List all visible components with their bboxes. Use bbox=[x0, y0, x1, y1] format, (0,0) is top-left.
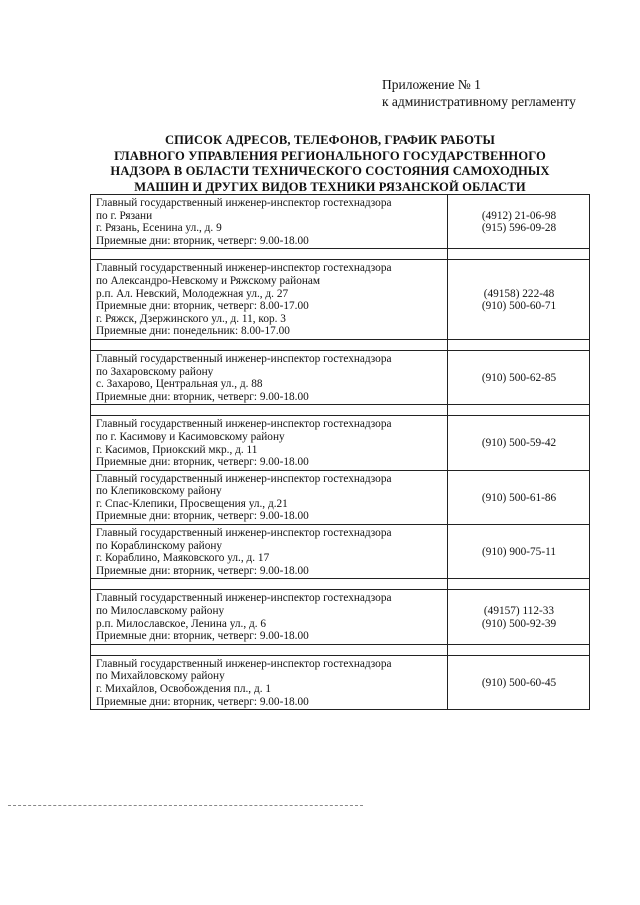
footer-rule bbox=[8, 805, 363, 806]
office-info-line: по Клепиковскому району bbox=[96, 485, 222, 498]
office-info-line: г. Касимов, Приокский мкр., д. 11 bbox=[96, 443, 258, 456]
spacer-cell bbox=[448, 405, 590, 416]
office-info-line: Приемные дни: вторник, четверг: 9.00-18.00 bbox=[96, 564, 309, 577]
office-info-line: Главный государственный инженер-инспектор гостехнадзора bbox=[96, 592, 392, 605]
spacer-cell bbox=[91, 579, 448, 590]
phone-number: (910) 500-61-86 bbox=[481, 491, 557, 504]
phone-cell bbox=[448, 525, 590, 579]
phone-number: (910) 500-62-85 bbox=[481, 371, 557, 384]
office-info-line: Приемные дни: вторник, четверг: 9.00-18.00 bbox=[96, 390, 309, 403]
phone-number: (49157) 112-33 bbox=[483, 605, 555, 618]
title-line: ГЛАВНОГО УПРАВЛЕНИЯ РЕГИОНАЛЬНОГО ГОСУДАРСТВЕННОГО bbox=[114, 148, 546, 163]
table-row bbox=[91, 195, 590, 249]
office-info-line: по Александро-Невскому и Ряжскому районам bbox=[96, 274, 321, 287]
spacer-cell bbox=[448, 249, 590, 260]
office-info-line: р.п. Ал. Невский, Молодежная ул., д. 27 bbox=[96, 287, 289, 300]
office-info-line: с. Захарово, Центральная ул., д. 88 bbox=[96, 378, 263, 391]
office-info-line: по г. Рязани bbox=[96, 209, 153, 222]
office-info-cell bbox=[91, 470, 448, 524]
office-info-cell bbox=[91, 525, 448, 579]
spacer-cell bbox=[91, 405, 448, 416]
office-info-line: Приемные дни: вторник, четверг: 9.00-18.00 bbox=[96, 695, 309, 708]
office-info-line: г. Ряжск, Дзержинского ул., д. 11, кор. 3 bbox=[96, 312, 286, 325]
office-info-line: Главный государственный инженер-инспектор гостехнадзора bbox=[96, 352, 392, 365]
phone-number: (910) 500-92-39 bbox=[481, 617, 557, 630]
table-row bbox=[91, 350, 590, 404]
phone-number: (910) 500-60-45 bbox=[481, 676, 557, 689]
office-info-line: г. Кораблино, Маяковского ул., д. 17 bbox=[96, 552, 270, 565]
appendix-header bbox=[382, 76, 576, 110]
phone-cell bbox=[448, 350, 590, 404]
phone-cell bbox=[448, 655, 590, 709]
title-line: СПИСОК АДРЕСОВ, ТЕЛЕФОНОВ, ГРАФИК РАБОТЫ bbox=[164, 133, 496, 147]
table-row bbox=[91, 655, 590, 709]
phone-number: (910) 900-75-11 bbox=[482, 545, 556, 558]
office-info-line: по Кораблинскому району bbox=[96, 539, 223, 552]
phone-number: (915) 596-09-28 bbox=[481, 222, 557, 235]
office-info-line: Главный государственный инженер-инспектор гостехнадзора bbox=[96, 262, 392, 275]
table-row bbox=[91, 470, 590, 524]
office-info-line: Приемные дни: вторник, четверг: 9.00-18.00 bbox=[96, 630, 309, 643]
office-info-line: по г. Касимову и Касимовскому району bbox=[96, 430, 285, 443]
office-info-line: Приемные дни: понедельник: 8.00-17.00 bbox=[96, 325, 290, 338]
office-info-line: р.п. Милославское, Ленина ул., д. 6 bbox=[96, 617, 267, 630]
office-info-line: Приемные дни: вторник, четверг: 9.00-18.00 bbox=[96, 234, 309, 247]
office-info-line: по Михайловскому району bbox=[96, 670, 225, 683]
office-info-line: г. Рязань, Есенина ул., д. 9 bbox=[96, 222, 222, 235]
phone-cell bbox=[448, 590, 590, 644]
contacts-table bbox=[90, 194, 590, 710]
table-row bbox=[91, 260, 590, 340]
office-info-line: Главный государственный инженер-инспектор гостехнадзора bbox=[96, 418, 392, 431]
title-line: МАШИН И ДРУГИХ ВИДОВ ТЕХНИКИ РЯЗАНСКОЙ ОБЛАСТИ bbox=[134, 179, 526, 194]
phone-cell bbox=[448, 195, 590, 249]
office-info-line: Главный государственный инженер-инспектор гостехнадзора bbox=[96, 527, 392, 540]
title-line: НАДЗОРА В ОБЛАСТИ ТЕХНИЧЕСКОГО СОСТОЯНИЯ САМОХОДНЫХ bbox=[110, 164, 550, 178]
table-row bbox=[91, 590, 590, 644]
spacer-cell bbox=[448, 579, 590, 590]
appendix-number: Приложение № 1 bbox=[382, 77, 481, 92]
table-row bbox=[91, 525, 590, 579]
phone-cell bbox=[448, 260, 590, 340]
office-info-cell bbox=[91, 416, 448, 470]
spacer-cell bbox=[91, 339, 448, 350]
office-info-line: Приемные дни: вторник, четверг: 9.00-18.00 bbox=[96, 510, 309, 523]
phone-number: (910) 500-60-71 bbox=[481, 300, 557, 313]
office-info-line: Главный государственный инженер-инспектор гостехнадзора bbox=[96, 657, 392, 670]
phone-number: (4912) 21-06-98 bbox=[481, 209, 557, 222]
office-info-line: г. Михайлов, Освобождения пл., д. 1 bbox=[96, 683, 271, 695]
spacer-row bbox=[91, 339, 590, 350]
spacer-row bbox=[91, 579, 590, 590]
spacer-row bbox=[91, 249, 590, 260]
office-info-line: Главный государственный инженер-инспектор гостехнадзора bbox=[96, 197, 392, 209]
office-info-cell bbox=[91, 590, 448, 644]
spacer-cell bbox=[448, 644, 590, 655]
office-info-line: Приемные дни: вторник, четверг: 8.00-17.00 bbox=[96, 300, 309, 313]
office-info-cell bbox=[91, 260, 448, 340]
office-info-line: г. Спас-Клепики, Просвещения ул., д.21 bbox=[96, 497, 288, 510]
office-info-cell bbox=[91, 655, 448, 709]
office-info-line: по Милославскому району bbox=[96, 605, 225, 618]
spacer-row bbox=[91, 405, 590, 416]
phone-number: (49158) 222-48 bbox=[483, 287, 555, 300]
spacer-cell bbox=[448, 339, 590, 350]
document-title bbox=[70, 133, 590, 195]
appendix-reference: к административному регламенту bbox=[382, 94, 576, 109]
table-row bbox=[91, 416, 590, 470]
office-info-cell bbox=[91, 195, 448, 249]
phone-number: (910) 500-59-42 bbox=[481, 437, 557, 450]
office-info-line: Главный государственный инженер-инспектор гостехнадзора bbox=[96, 472, 392, 485]
spacer-cell bbox=[91, 644, 448, 655]
office-info-line: по Захаровскому району bbox=[96, 365, 214, 378]
office-info-line: Приемные дни: вторник, четверг: 9.00-18.00 bbox=[96, 456, 309, 469]
spacer-cell bbox=[91, 249, 448, 260]
phone-cell bbox=[448, 416, 590, 470]
contacts-table-body bbox=[91, 195, 590, 710]
spacer-row bbox=[91, 644, 590, 655]
office-info-cell bbox=[91, 350, 448, 404]
phone-cell bbox=[448, 470, 590, 524]
